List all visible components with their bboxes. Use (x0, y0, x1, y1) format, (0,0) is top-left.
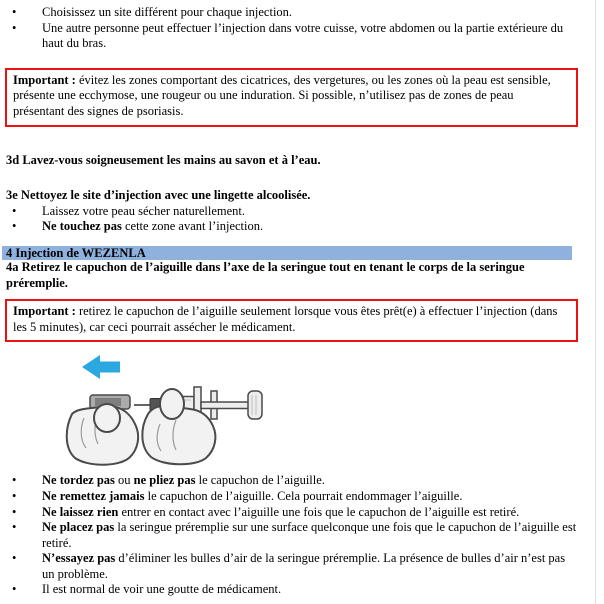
list-item-text: N’essayez pas d’éliminer les bulles d’air de la seringue préremplie. La présence de bulles d’air n’est pas un problème. (42, 551, 566, 581)
list-item (6, 204, 578, 220)
bullet-icon: • (12, 504, 17, 519)
list-item (6, 473, 578, 489)
list-item (6, 551, 578, 582)
step-3d-heading: 3d Lavez-vous soigneusement les mains au savon et à l’eau. (6, 152, 321, 167)
list-item-text: Ne touchez pas cette zone avant l’injection. (42, 219, 264, 234)
bullet-icon: • (12, 219, 17, 234)
list-item (6, 489, 578, 505)
list-item-text: Ne placez pas la seringue préremplie sur une surface quelconque une fois que le capuchon de l’aiguille est retiré. (42, 520, 577, 550)
bullet-icon: • (12, 473, 17, 488)
bullet-icon: • (12, 5, 17, 19)
list-item (6, 505, 578, 521)
important-warning-text: Important : évitez les zones comportant des cicatrices, des vergetures, ou les zones où la peau est sensible, présente une ecchymose, une rougeur ou une induration. Si possible, n’utilisez pas de zones de peau présentant des signes de psoriasis. (13, 72, 551, 118)
right-hand-with-syringe (134, 387, 262, 464)
list-item (6, 520, 578, 551)
important-warning-text: Important : retirez le capuchon de l’aiguille seulement lorsque vous êtes prêt(e) à effectuer l’injection (dans les 5 minutes), car ceci pourrait assécher le médicament. (13, 304, 558, 334)
important-warning-box-1 (5, 68, 578, 127)
list-item-text: Il est normal de voir une goutte de médicament. (42, 582, 282, 597)
step-3e-heading: 3e Nettoyez le site d’injection avec une lingette alcoolisée. (6, 188, 311, 203)
list-item (6, 5, 578, 21)
list-item-text: Choisissez un site différent pour chaque injection. (42, 5, 293, 19)
list-item (6, 582, 578, 598)
bullet-icon: • (12, 20, 17, 35)
bullet-icon: • (12, 488, 17, 503)
bullet-icon: • (12, 551, 17, 566)
left-hand-with-cap (67, 395, 138, 465)
precautions-list (6, 473, 578, 598)
list-item (6, 219, 578, 235)
list-item-text: Ne remettez jamais le capuchon de l’aiguille. Cela pourrait endommager l’aiguille. (42, 488, 463, 503)
important-warning-box-2 (5, 299, 578, 342)
bullet-icon: • (12, 203, 17, 218)
list-item-text: Ne laissez rien entrer en contact avec l’aiguille une fois que le capuchon de l’aiguille est retiré. (42, 504, 520, 519)
list-item-text: Laissez votre peau sécher naturellement. (42, 203, 246, 218)
list-item-text: Ne tordez pas ou ne pliez pas le capuchon de l’aiguille. (42, 473, 325, 488)
left-arrow-icon (82, 355, 120, 379)
bullet-icon: • (12, 582, 17, 597)
bullet-icon: • (12, 520, 17, 535)
list-item-text: Une autre personne peut effectuer l’injection dans votre cuisse, votre abdomen ou la partie extérieure du haut du bras. (42, 20, 564, 51)
list-item (6, 21, 578, 52)
step-4a-heading: 4a Retirez le capuchon de l’aiguille dans l’axe de la seringue tout en tenant le corps de la seringue préremplie. (6, 259, 525, 290)
section-4-header: 4 Injection de WEZENLA (2, 246, 572, 260)
injection-hands-illustration (62, 354, 277, 466)
